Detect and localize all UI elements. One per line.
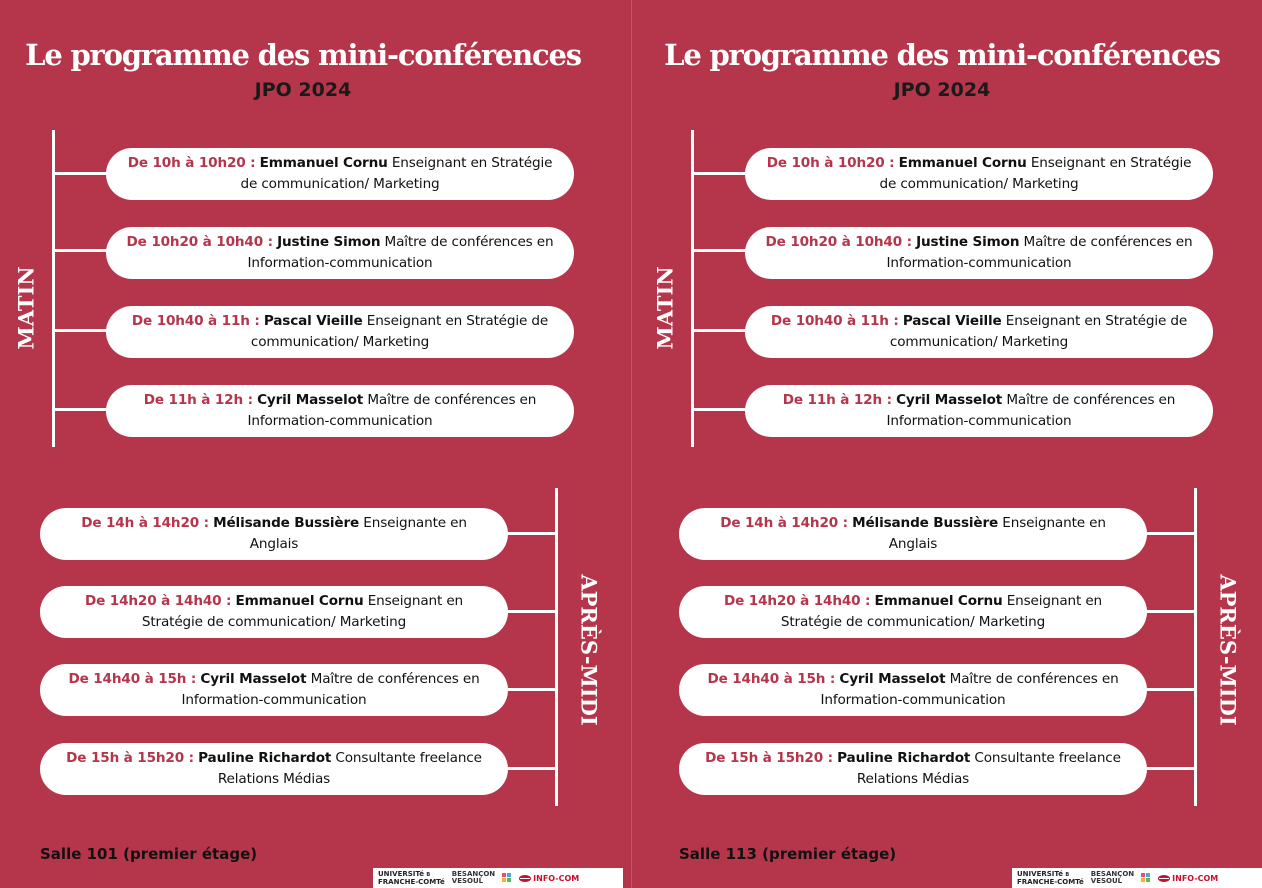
iut-besancon-vesoul-logo: BESANÇON VESOUL [1090,870,1135,885]
speaker-role-continued: Stratégie de communication/ Marketing [141,614,407,630]
info-com-logo: INFO-COM [519,874,579,883]
universite-franche-comte-logo: UNIVERSITé B FRANCHE-COMTé [1017,869,1084,886]
colorful-squares-icon [502,873,512,883]
session-card [40,586,508,638]
speaker-role: Enseignante en [363,515,467,531]
afternoon-timeline-line [555,488,558,806]
speaker-name: Emmanuel Cornu [259,155,388,171]
poster-subtitle: JPO 2024 [254,79,352,101]
session-time: De 14h à 14h20 : [81,515,209,531]
timeline-connector [508,532,558,535]
speaker-role: Enseignant en [367,593,464,609]
session-card [679,586,1147,638]
speaker-name: Cyril Masselot [839,671,946,687]
speaker-role-continued: de communication/ Marketing [879,176,1079,192]
afternoon-section-label: APRÈS-MIDI [576,574,602,726]
speaker-name: Mélisande Bussière [213,515,360,531]
speaker-role-continued: Information-communication [886,413,1072,429]
timeline-connector [691,249,746,252]
info-com-logo: INFO-COM [1158,874,1218,883]
speaker-role-continued: Relations Médias [856,771,970,787]
universite-franche-comte-logo: UNIVERSITé B FRANCHE-COMTé [378,869,445,886]
session-time: De 10h40 à 11h : [131,313,260,329]
morning-section-label: MATIN [13,266,39,350]
speaker-role: Maître de conférences en [1006,392,1176,408]
speaker-role-continued: Information-communication [247,255,433,271]
session-time: De 11h à 12h : [143,392,253,408]
speaker-role: Maître de conférences en [384,234,554,250]
speaker-role-continued: Stratégie de communication/ Marketing [780,614,1046,630]
speaker-name: Cyril Masselot [896,392,1003,408]
session-time: De 14h à 14h20 : [720,515,848,531]
session-time: De 10h40 à 11h : [770,313,899,329]
poster-subtitle: JPO 2024 [893,79,991,101]
speaker-name: Pauline Richardot [837,750,971,766]
lips-icon [1158,875,1170,882]
session-time: De 10h à 10h20 : [127,155,256,171]
speaker-role-continued: Anglais [249,536,299,552]
session-card [40,664,508,716]
speaker-name: Pascal Vieille [902,313,1002,329]
timeline-connector [691,172,746,175]
timeline-connector [691,408,746,411]
speaker-role-continued: communication/ Marketing [889,334,1069,350]
speaker-role: Maître de conférences en [310,671,480,687]
speaker-role: Maître de conférences en [367,392,537,408]
poster-divider [631,0,632,888]
speaker-name: Pascal Vieille [263,313,363,329]
speaker-role: Maître de conférences en [949,671,1119,687]
session-card [106,148,574,200]
session-time: De 14h40 à 15h : [68,671,197,687]
speaker-role: Enseignant en [1006,593,1103,609]
poster-title: Le programme des mini-conférences [25,38,581,72]
speaker-role-continued: Anglais [888,536,938,552]
speaker-role-continued: communication/ Marketing [250,334,430,350]
speaker-name: Mélisande Bussière [852,515,999,531]
speaker-role: Enseignante en [1002,515,1106,531]
session-card [40,743,508,795]
session-card [40,508,508,560]
timeline-connector [1147,610,1197,613]
speaker-role-continued: de communication/ Marketing [240,176,440,192]
speaker-role: Enseignant en Stratégie [391,155,553,171]
session-card [745,227,1213,279]
afternoon-timeline-line [1194,488,1197,806]
timeline-connector [52,329,107,332]
speaker-name: Emmanuel Cornu [898,155,1027,171]
speaker-name: Justine Simon [916,234,1020,250]
poster-title: Le programme des mini-conférences [664,38,1220,72]
session-time: De 10h20 à 10h40 : [126,234,273,250]
timeline-connector [508,610,558,613]
speaker-role-continued: Information-communication [820,692,1006,708]
speaker-name: Emmanuel Cornu [874,593,1003,609]
session-card [106,385,574,437]
poster-salle-113 [639,0,1262,888]
speaker-role-continued: Information-communication [247,413,433,429]
session-time: De 14h20 à 14h40 : [84,593,232,609]
speaker-name: Justine Simon [277,234,381,250]
session-time: De 10h20 à 10h40 : [765,234,912,250]
speaker-role-continued: Information-communication [181,692,367,708]
timeline-connector [1147,688,1197,691]
timeline-connector [1147,767,1197,770]
session-time: De 14h20 à 14h40 : [723,593,871,609]
speaker-name: Pauline Richardot [198,750,332,766]
session-card [679,743,1147,795]
session-time: De 11h à 12h : [782,392,892,408]
speaker-name: Cyril Masselot [200,671,307,687]
speaker-role: Consultante freelance [974,750,1121,766]
speaker-role: Enseignant en Stratégie [1030,155,1192,171]
speaker-role-continued: Information-communication [886,255,1072,271]
colorful-squares-icon [1141,873,1151,883]
timeline-connector [52,249,107,252]
morning-timeline-line [52,130,55,447]
session-time: De 14h40 à 15h : [707,671,836,687]
timeline-connector [1147,532,1197,535]
speaker-role-continued: Relations Médias [217,771,331,787]
session-card [679,508,1147,560]
partner-logos [373,868,623,888]
timeline-connector [691,329,746,332]
speaker-role: Consultante freelance [335,750,482,766]
session-time: De 15h à 15h20 : [705,750,833,766]
session-card [745,385,1213,437]
session-card [745,148,1213,200]
session-card [745,306,1213,358]
morning-section-label: MATIN [652,266,678,350]
speaker-name: Cyril Masselot [257,392,364,408]
lips-icon [519,875,531,882]
session-time: De 15h à 15h20 : [66,750,194,766]
room-info: Salle 101 (premier étage) [40,845,258,863]
afternoon-section-label: APRÈS-MIDI [1215,574,1241,726]
session-card [679,664,1147,716]
session-card [106,227,574,279]
speaker-role: Enseignant en Stratégie de [366,313,549,329]
session-time: De 10h à 10h20 : [766,155,895,171]
speaker-role: Maître de conférences en [1023,234,1193,250]
timeline-connector [52,408,107,411]
speaker-role: Enseignant en Stratégie de [1005,313,1188,329]
timeline-connector [508,767,558,770]
speaker-name: Emmanuel Cornu [235,593,364,609]
iut-besancon-vesoul-logo: BESANÇON VESOUL [451,870,496,885]
room-info: Salle 113 (premier étage) [679,845,897,863]
session-card [106,306,574,358]
timeline-connector [508,688,558,691]
partner-logos [1012,868,1262,888]
morning-timeline-line [691,130,694,447]
timeline-connector [52,172,107,175]
